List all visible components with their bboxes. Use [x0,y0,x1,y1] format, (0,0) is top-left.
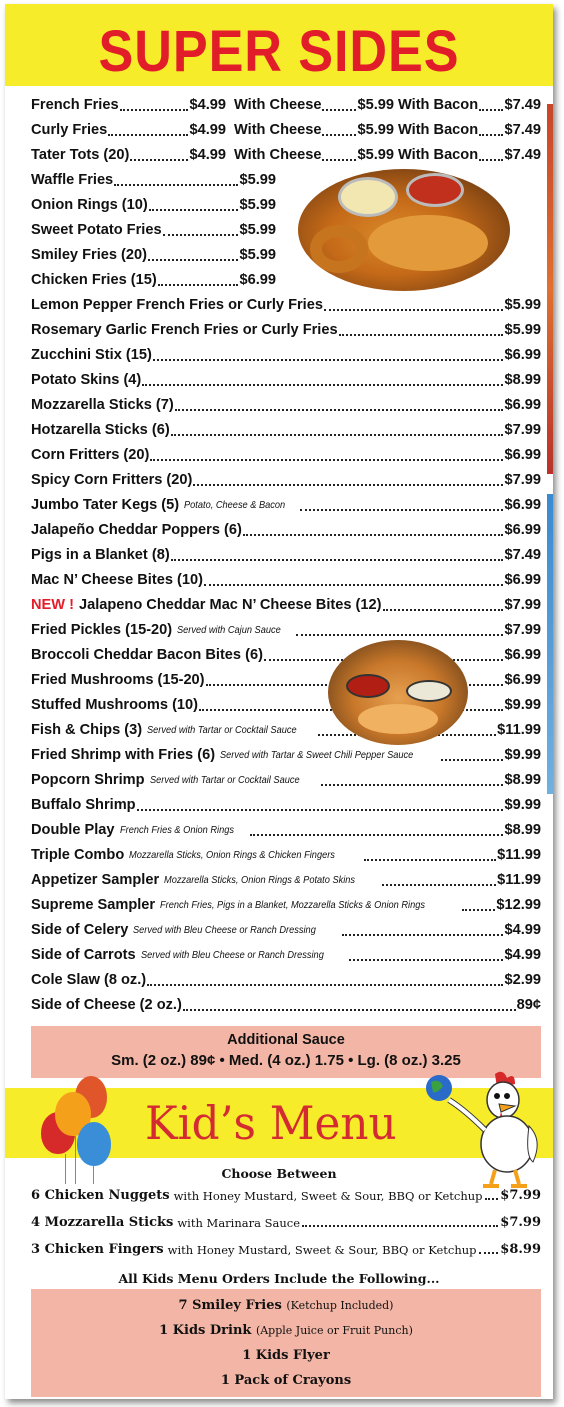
item-note: Served with Tartar or Cocktail Sauce [149,774,300,786]
item-name: Corn Fritters (20) [31,447,150,463]
kids-include-item [31,1318,541,1343]
item-price: $6.99 [504,497,541,513]
kids-item-note: with Honey Mustard, Sweet & Sour, BBQ or Ketchup [167,1243,477,1257]
item-note: Served with Tartar & Sweet Chili Pepper Sauce [220,749,414,761]
include-name: 1 Kids Drink [159,1323,252,1338]
kids-items-list [31,1182,541,1263]
item-price: $11.99 [497,872,541,888]
menu-row [31,717,541,742]
dot-leader [193,472,503,486]
sauce-title: Additional Sauce [227,1032,345,1048]
option-name: With Cheese [234,97,322,113]
menu-row [31,842,541,867]
item-name: Mozzarella Sticks (7) [31,397,174,413]
kids-include-item [31,1368,541,1393]
item-name: Lemon Pepper French Fries or Curly Fries [31,297,323,313]
item-price: $4.99 [504,947,541,963]
bacon-option [398,96,541,114]
menu-row [31,592,541,617]
item-note: French Fries, Pigs in a Blanket, Mozzarella Sticks & Onion Rings [160,899,426,911]
dot-leader [153,347,504,361]
item-name: Chicken Fries (15) [31,272,157,288]
menu-row [31,367,541,392]
menu-page [5,4,553,1399]
include-name: 7 Smiley Fries [178,1298,282,1313]
item-name: Double Play [31,822,115,838]
item-note: Mozzarella Sticks, Onion Rings & Potato Skins [164,874,356,886]
kids-item-price: $7.99 [500,1215,541,1230]
item-price: $7.99 [504,472,541,488]
item-price: $8.99 [504,822,541,838]
menu-row [31,942,541,967]
item-name: Appetizer Sampler [31,872,160,888]
new-badge: NEW ! [31,597,74,613]
dot-leader [250,822,503,836]
dot-leader [479,122,503,136]
dot-leader [321,772,504,786]
item-price: $5.99 [504,322,541,338]
item-name: Side of Carrots [31,947,136,963]
item-name: Triple Combo [31,847,125,863]
kids-item-name: 4 Mozzarella Sticks [31,1215,174,1230]
dot-leader [322,97,356,111]
menu-row [31,517,541,542]
item-price: $6.99 [504,397,541,413]
menu-row [31,567,541,592]
dot-leader [441,747,504,761]
dot-leader [149,197,239,211]
option-name: With Cheese [234,147,322,163]
item-price: $5.99 [239,247,276,263]
item-name: Jalapeno Cheddar Mac N’ Cheese Bites (12) [78,597,382,613]
item-name: Fried Mushrooms (15-20) [31,672,205,688]
dot-leader [300,497,503,511]
option-name: With Cheese [234,122,322,138]
option-price: $7.49 [504,122,541,138]
menu-row [31,492,541,517]
item-note: Potato, Cheese & Bacon [184,499,286,511]
option-price: $5.99 [357,122,394,138]
dot-leader [383,597,504,611]
dot-leader [137,797,504,811]
menu-row [31,417,541,442]
dot-leader [479,1244,499,1254]
menu-row [31,617,541,642]
menu-row [31,642,541,667]
kids-item-row [31,1182,541,1209]
kids-item-price: $7.99 [500,1188,541,1203]
dot-leader [479,147,503,161]
option-price: $7.49 [504,97,541,113]
item-price: $6.99 [504,572,541,588]
item-name: Fried Shrimp with Fries (6) [31,747,216,763]
kids-include-title: All Kids Menu Orders Include the Following... [118,1271,440,1286]
item-price: 89¢ [516,997,541,1013]
kids-item-row [31,1209,541,1236]
item-name: Stuffed Mushrooms (10) [31,697,199,713]
item-price: $8.99 [504,772,541,788]
dot-leader [479,97,503,111]
cheese-option [234,96,394,114]
dot-leader [171,547,504,561]
item-price: $7.99 [504,597,541,613]
item-segment [31,146,226,164]
item-price: $8.99 [504,372,541,388]
dot-leader [364,847,496,861]
item-name: Sweet Potato Fries [31,222,162,238]
item-name: Fried Pickles (15-20) [31,622,173,638]
item-name: Fish & Chips (3) [31,722,143,738]
item-name: Zucchini Stix (15) [31,347,152,363]
item-price: $9.99 [504,747,541,763]
item-name: Waffle Fries [31,172,114,188]
item-name: Smiley Fries (20) [31,247,147,263]
kids-item-name: 3 Chicken Fingers [31,1242,164,1257]
item-name: Onion Rings (10) [31,197,148,213]
option-name: With Bacon [398,147,479,163]
item-price: $4.99 [504,922,541,938]
item-price: $11.99 [497,847,541,863]
item-name: Side of Celery [31,922,129,938]
menu-row [31,92,541,117]
item-price: $6.99 [504,672,541,688]
item-note: Served with Bleu Cheese or Ranch Dressing [133,924,317,936]
include-note: (Apple Juice or Fruit Punch) [255,1324,413,1337]
item-price: $9.99 [504,797,541,813]
item-name: Mac N’ Cheese Bites (10) [31,572,203,588]
option-name: With Bacon [398,97,479,113]
item-name: Curly Fries [31,122,108,138]
dot-leader [322,147,356,161]
item-note: Served with Bleu Cheese or Ranch Dressing [140,949,324,961]
menu-row [31,392,541,417]
item-price: $6.99 [504,347,541,363]
menu-row [31,892,541,917]
item-price: $4.99 [189,147,226,163]
item-note: Served with Tartar or Cocktail Sauce [147,724,297,736]
menu-row [31,792,541,817]
item-price: $2.99 [504,972,541,988]
item-segment [31,246,276,264]
include-name: 1 Pack of Crayons [220,1373,352,1388]
dot-leader [163,222,239,236]
item-price: $6.99 [504,522,541,538]
edge-decoration [547,104,553,474]
menu-row [31,817,541,842]
item-price: $7.99 [504,622,541,638]
item-price: $7.99 [504,422,541,438]
include-note: (Ketchup Included) [286,1299,394,1312]
item-segment [31,271,276,289]
menu-row [31,467,541,492]
item-name: Popcorn Shrimp [31,772,145,788]
item-price: $12.99 [496,897,541,913]
item-name: Side of Cheese (2 oz.) [31,997,182,1013]
food-photo-onion-rings [298,169,510,291]
item-price: $6.99 [239,272,276,288]
dot-leader [339,322,504,336]
item-segment [31,121,226,139]
dot-leader [322,122,356,136]
item-segment [31,221,276,239]
dot-leader [485,1190,499,1200]
dot-leader [349,947,503,961]
item-note: Mozzarella Sticks, Onion Rings & Chicken Fingers [129,849,336,861]
item-price: $7.49 [504,547,541,563]
cheese-option [234,146,394,164]
dot-leader [296,622,503,636]
kids-item-note: with Honey Mustard, Sweet & Sour, BBQ or Ketchup [173,1189,483,1203]
item-name: Potato Skins (4) [31,372,142,388]
item-price: $6.99 [504,447,541,463]
item-price: $5.99 [239,197,276,213]
dot-leader [158,272,239,286]
page-title: SUPER SIDES [98,19,460,84]
menu-row [31,992,541,1017]
dot-leader [183,997,516,1011]
kids-item-name: 6 Chicken Nuggets [31,1188,170,1203]
dot-leader [382,872,496,886]
item-name: Spicy Corn Fritters (20) [31,472,193,488]
item-price: $6.99 [504,647,541,663]
item-name: Rosemary Garlic French Fries or Curly Fries [31,322,338,338]
dot-leader [150,447,503,461]
dot-leader [243,522,504,536]
option-price: $5.99 [357,147,394,163]
bacon-option [398,121,541,139]
dot-leader [462,897,495,911]
item-name: French Fries [31,97,119,113]
item-name: Jalapeño Cheddar Poppers (6) [31,522,242,538]
dot-leader [114,172,238,186]
menu-row [31,742,541,767]
kids-item-note: with Marinara Sauce [177,1216,301,1230]
dot-leader [204,572,504,586]
item-name: Jumbo Tater Kegs (5) [31,497,180,513]
kids-include-item [31,1343,541,1368]
kids-includes-box [31,1289,541,1397]
item-name: Buffalo Shrimp [31,797,136,813]
dot-leader [148,247,238,261]
item-note: French Fries & Onion Rings [119,824,234,836]
option-price: $5.99 [357,97,394,113]
bacon-option [398,146,541,164]
edge-decoration [547,494,553,794]
item-segment [31,171,276,189]
item-price: $5.99 [239,222,276,238]
menu-row [31,117,541,142]
dot-leader [130,147,188,161]
dot-leader [324,297,504,311]
item-note: Served with Cajun Sauce [177,624,281,636]
item-name: Supreme Sampler [31,897,156,913]
food-photo-fish-chips [328,640,468,745]
item-price: $5.99 [504,297,541,313]
item-name: Broccoli Cheddar Bacon Bites (6) [31,647,263,663]
choose-between-label: Choose Between [221,1166,337,1181]
menu-row [31,142,541,167]
dot-leader [171,422,504,436]
cheese-option [234,121,394,139]
item-price: $11.99 [497,722,541,738]
kids-include-item [31,1293,541,1318]
item-price: $9.99 [504,697,541,713]
dot-leader [147,972,503,986]
sauce-prices: Sm. (2 oz.) 89¢ • Med. (4 oz.) 1.75 • Lg. (8 oz.) 3.25 [111,1052,461,1069]
dot-leader [342,922,503,936]
item-price: $5.99 [239,172,276,188]
item-price: $4.99 [189,97,226,113]
option-price: $7.49 [504,147,541,163]
item-name: Cole Slaw (8 oz.) [31,972,147,988]
menu-row [31,342,541,367]
item-name: Hotzarella Sticks (6) [31,422,170,438]
kids-menu-title: Kid’s Menu [145,1096,397,1150]
item-price: $4.99 [189,122,226,138]
kids-item-row [31,1236,541,1263]
menu-row [31,317,541,342]
menu-row [31,767,541,792]
item-segment [31,196,276,214]
kids-item-price: $8.99 [500,1242,541,1257]
item-name: Tater Tots (20) [31,147,130,163]
dot-leader [120,97,189,111]
dot-leader [108,122,188,136]
dot-leader [175,397,504,411]
menu-row [31,917,541,942]
dot-leader [142,372,503,386]
include-name: 1 Kids Flyer [242,1348,330,1363]
item-segment [31,96,226,114]
menu-row [31,442,541,467]
menu-row [31,867,541,892]
menu-row [31,292,541,317]
item-name: Pigs in a Blanket (8) [31,547,170,563]
option-name: With Bacon [398,122,479,138]
menu-row [31,967,541,992]
dot-leader [302,1217,498,1227]
menu-row [31,542,541,567]
